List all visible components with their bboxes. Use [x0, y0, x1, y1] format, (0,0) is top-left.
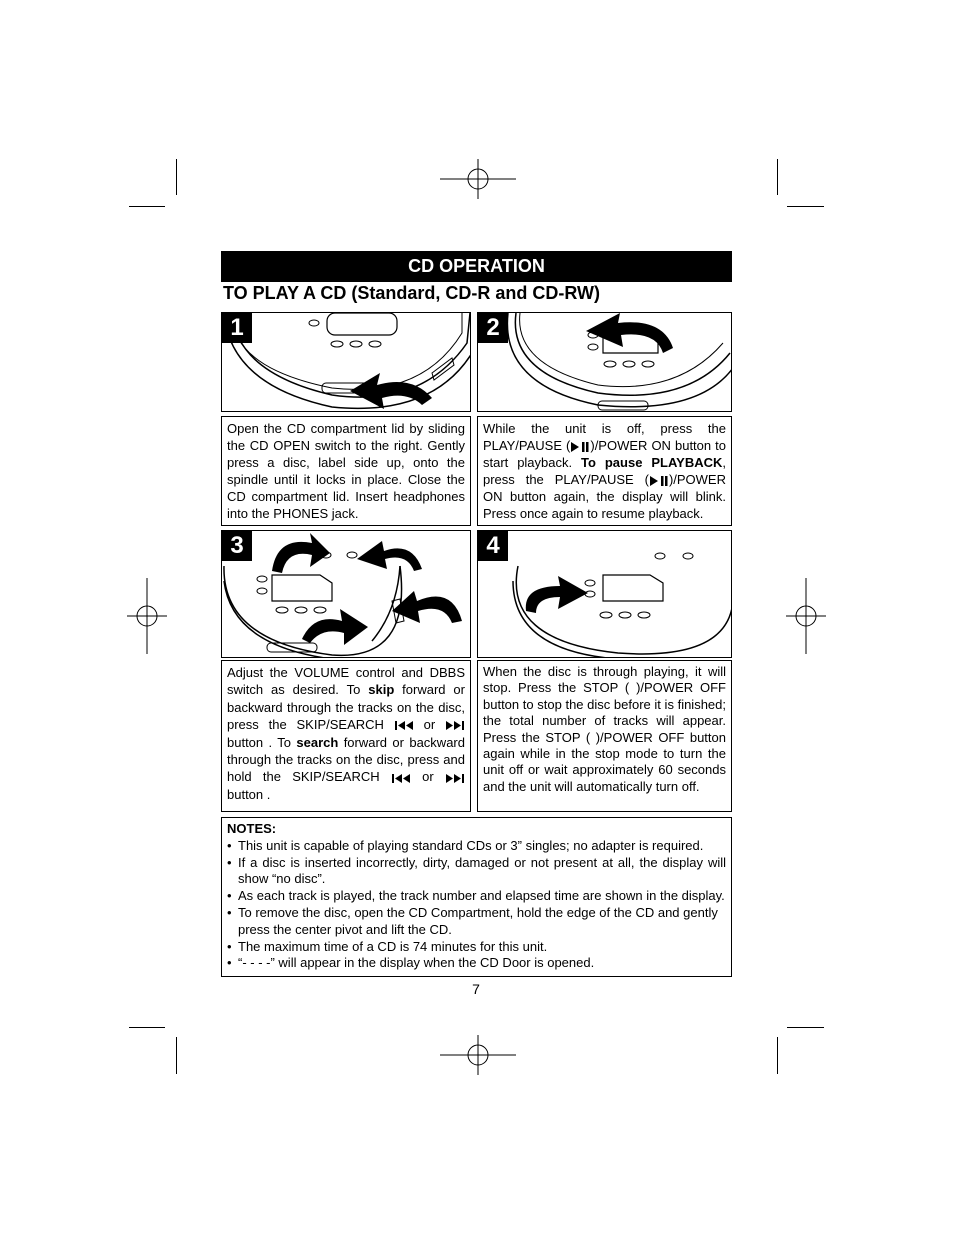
- crop-mark: [176, 1037, 177, 1074]
- step-number: 4: [478, 531, 508, 561]
- step-3-instructions: Adjust the VOLUME control and DBBS switch as desired. To skip forward or backward through the tracks on the disc, press the SKIP/SEARCH or button . To search forward or backward through the tracks on the disc, press and hold the SKIP/SEARCH or button .: [221, 660, 471, 812]
- list-item: • To remove the disc, open the CD Compartment, hold the edge of the CD and gently press the center pivot and lift the CD.: [227, 905, 726, 939]
- step-number: 2: [478, 313, 508, 343]
- registration-mark-icon: [127, 578, 167, 654]
- step-2-instructions: While the unit is off, press the PLAY/PAUSE ( )/POWER ON button to start playback. To pause PLAYBACK, press the PLAY/PAUSE ( )/POWER ON button again, the display will blink. Press once again to resume playback.: [477, 416, 732, 526]
- curved-arrow-icon: [392, 591, 462, 623]
- cd-player-drawing: [478, 531, 732, 658]
- skip-back-icon: [391, 773, 411, 784]
- registration-mark-icon: [786, 578, 826, 654]
- crop-mark: [176, 159, 177, 195]
- registration-mark-icon: [440, 159, 516, 199]
- crop-mark: [787, 1027, 824, 1028]
- registration-mark-icon: [440, 1035, 516, 1075]
- list-item: • The maximum time of a CD is 74 minutes for this unit.: [227, 939, 726, 956]
- step-1-illustration: [221, 312, 471, 412]
- notes-box: [221, 817, 732, 977]
- list-item: • If a disc is inserted incorrectly, dirty, damaged or not present at all, the display will show “no disc”.: [227, 855, 726, 889]
- step-2-illustration: [477, 312, 732, 412]
- curved-arrow-icon: [586, 313, 673, 353]
- page-number: 7: [472, 981, 480, 997]
- curved-arrow-icon: [526, 576, 588, 613]
- curved-arrow-icon: [272, 533, 330, 573]
- step-number: 1: [222, 313, 252, 343]
- cd-player-drawing: [222, 313, 471, 412]
- skip-back-icon: [394, 720, 414, 731]
- step-1-instructions: Open the CD compartment lid by sliding the CD OPEN switch to the right. Gently press a disc, label side up, onto the spindle until it locks in place. Close the CD compartment lid. Insert headphones into the PHONES jack.: [221, 416, 471, 526]
- play-pause-icon: [649, 475, 669, 487]
- step-number: 3: [222, 531, 252, 561]
- crop-mark: [129, 206, 165, 207]
- curved-arrow-icon: [302, 609, 368, 645]
- list-item: • “- - - -” will appear in the display when the CD Door is opened.: [227, 955, 726, 972]
- step-3-illustration: [221, 530, 471, 658]
- list-item: • This unit is capable of playing standard CDs or 3” singles; no adapter is required.: [227, 838, 726, 855]
- play-pause-icon: [570, 441, 590, 453]
- notes-list: [227, 838, 726, 972]
- crop-mark: [787, 206, 824, 207]
- notes-title: NOTES:: [227, 821, 277, 836]
- step-4-instructions: When the disc is through playing, it will stop. Press the STOP ( )/POWER OFF button to stop the disc before it is finished; the total number of tracks will appear. Press the STOP ( )/POWER OFF button again while in the stop mode to turn the unit off or wait approximately 60 seconds and the unit will automatically turn off.: [477, 660, 732, 812]
- skip-forward-icon: [445, 720, 465, 731]
- list-item: • As each track is played, the track number and elapsed time are shown in the display.: [227, 888, 726, 905]
- step-4-illustration: [477, 530, 732, 658]
- crop-mark: [777, 1037, 778, 1074]
- skip-forward-icon: [445, 773, 465, 784]
- page-subtitle: TO PLAY A CD (Standard, CD-R and CD-RW): [223, 283, 601, 303]
- crop-mark: [129, 1027, 165, 1028]
- curved-arrow-icon: [350, 373, 432, 409]
- curved-arrow-icon: [357, 541, 422, 571]
- cd-player-drawing: [478, 313, 732, 412]
- crop-mark: [777, 159, 778, 195]
- cd-player-drawing: [222, 531, 471, 658]
- section-header: CD OPERATION: [221, 251, 732, 282]
